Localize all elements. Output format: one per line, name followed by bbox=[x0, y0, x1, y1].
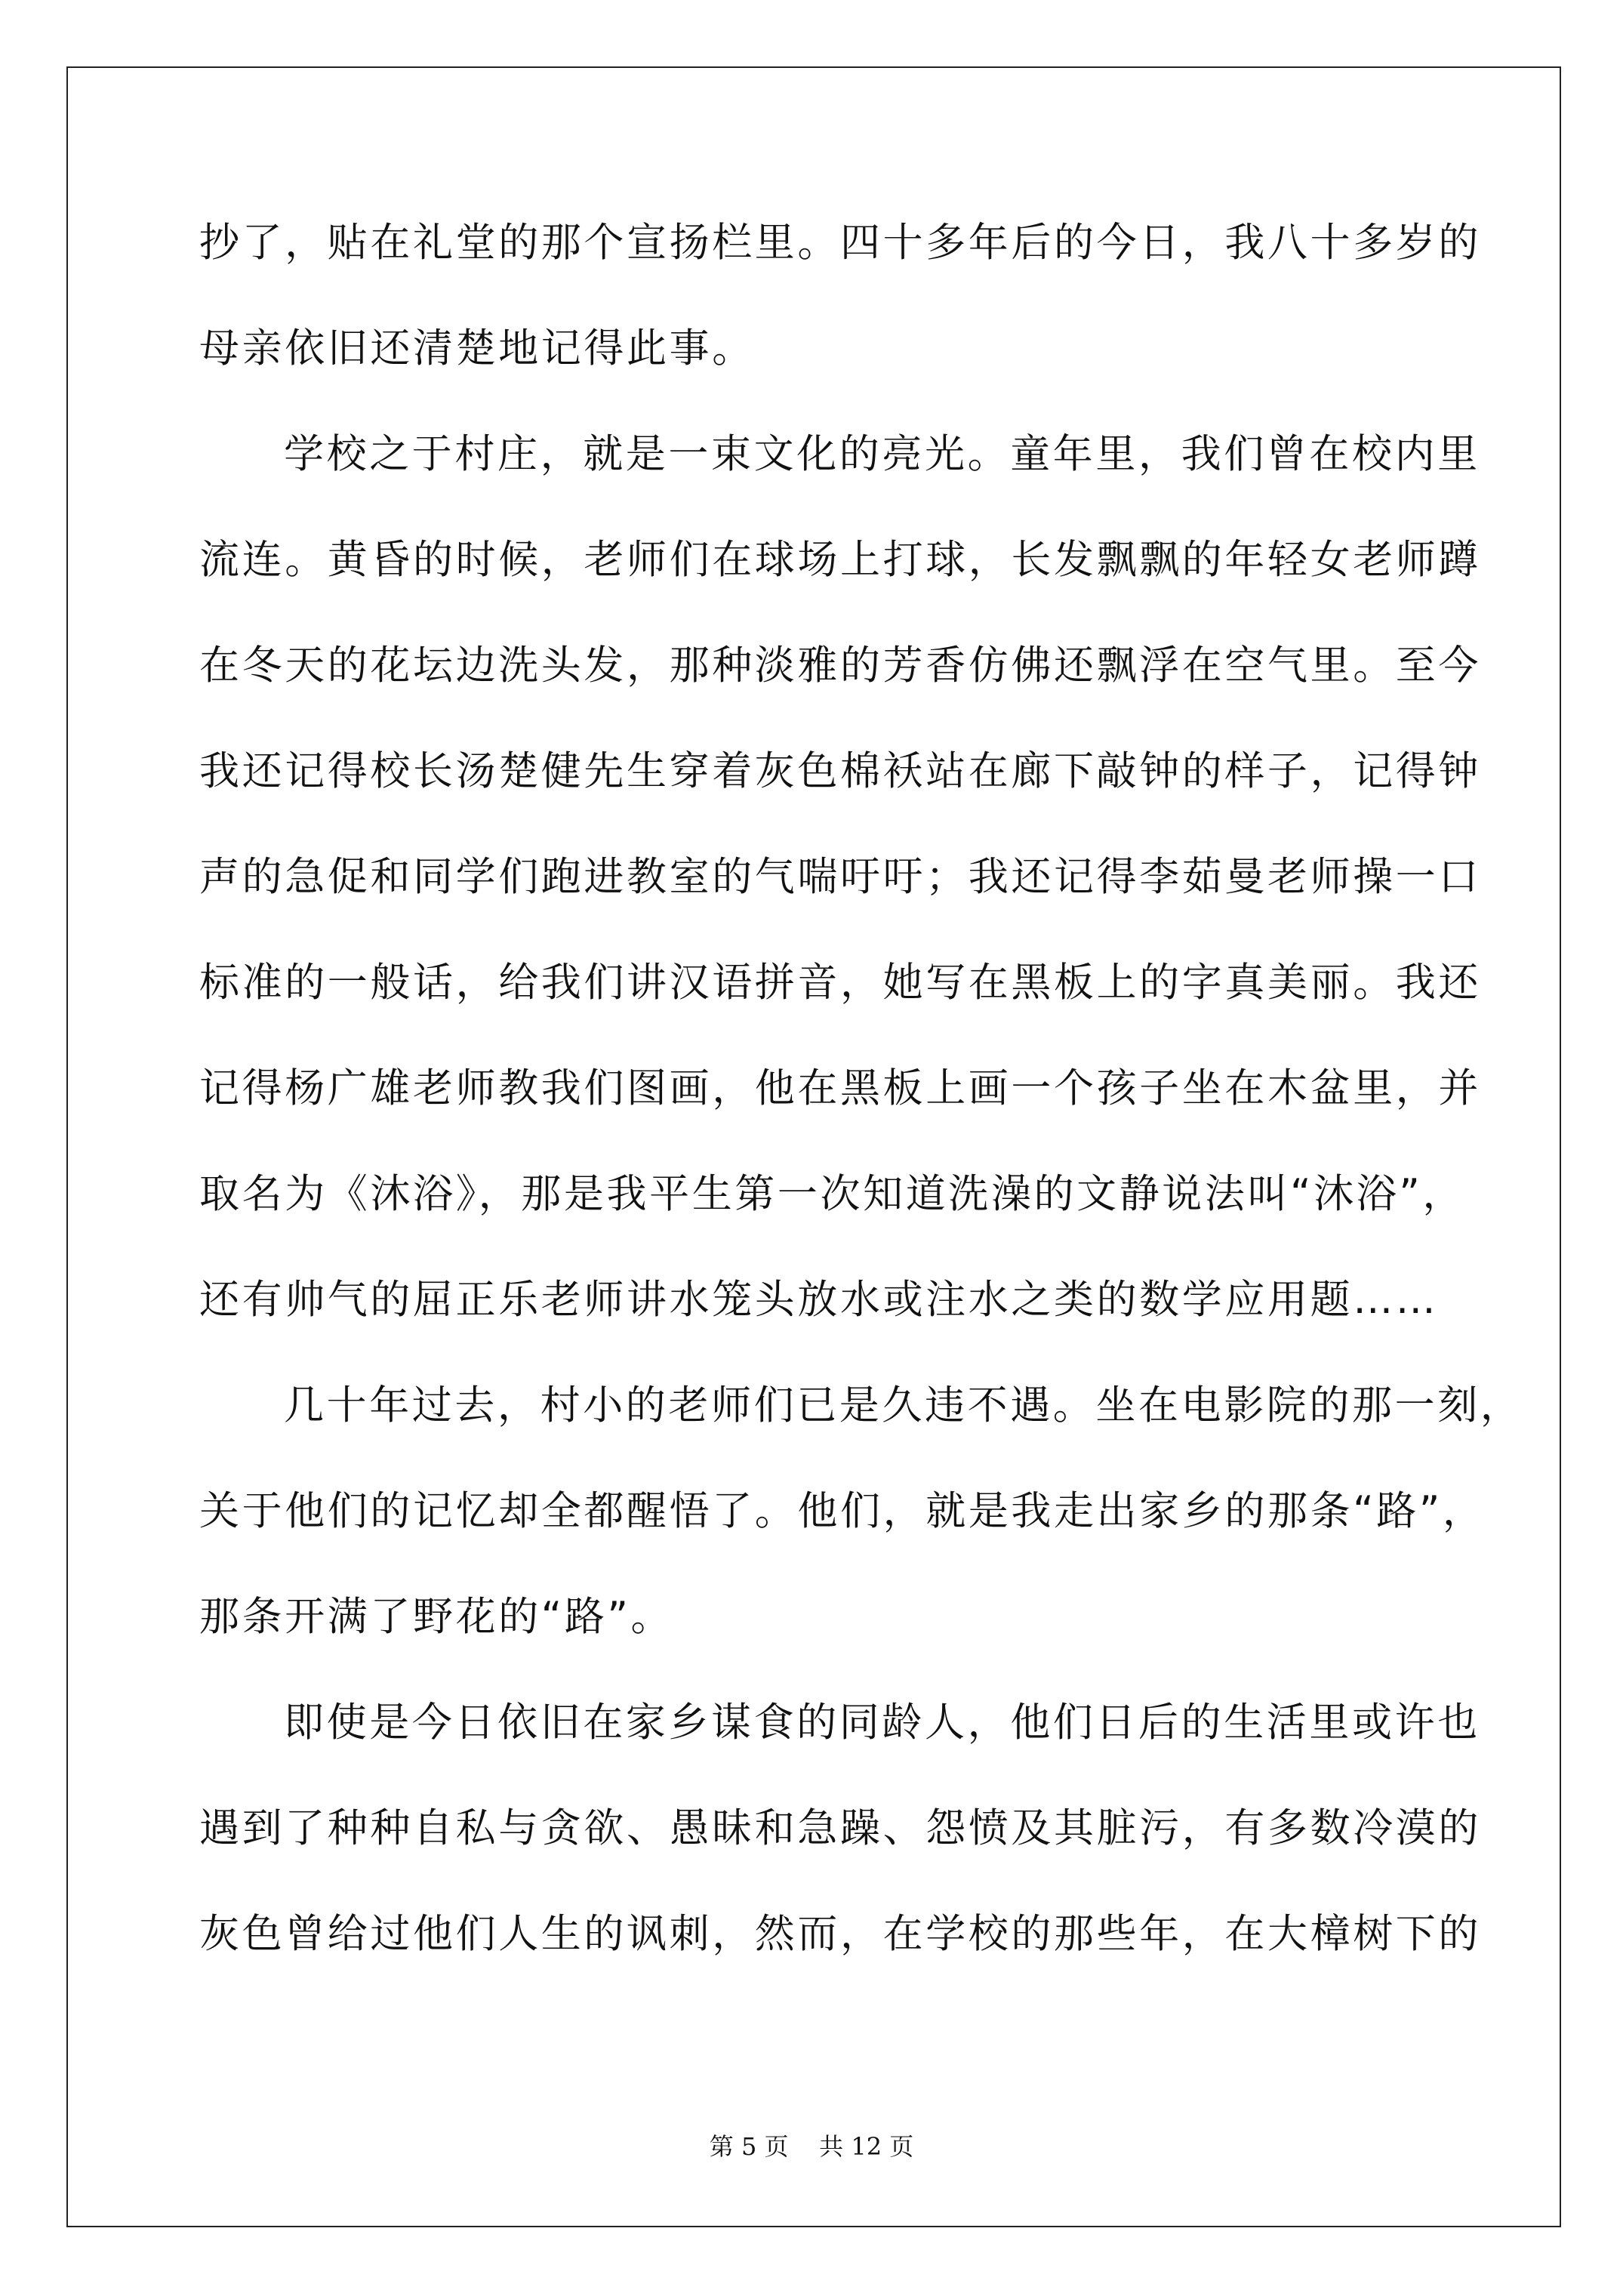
document-body bbox=[199, 220, 1523, 2017]
paragraph-start-line: 几十年过去，村小的老师们已是久违不遇。坐在电影院的那一刻， bbox=[284, 1382, 1523, 1428]
page-number-footer: 第 5 页 共 12 页 bbox=[709, 2132, 914, 2161]
text-line: 灰色曾给过他们人生的讽刺，然而，在学校的那些年，在大樟树下的 bbox=[199, 1911, 1481, 1957]
text-line: 声的急促和同学们跑进教室的气喘吁吁；我还记得李茹曼老师操一口 bbox=[199, 854, 1481, 900]
text-line: 记得杨广雄老师教我们图画，他在黑板上画一个孩子坐在木盆里，并 bbox=[199, 1065, 1481, 1111]
text-line: 遇到了种种自私与贪欲、愚昧和急躁、怨愤及其脏污，有多数冷漠的 bbox=[199, 1805, 1481, 1851]
paragraph-start-line: 学校之于村庄，就是一束文化的亮光。童年里，我们曾在校内里 bbox=[284, 431, 1480, 477]
text-line: 在冬天的花坛边洗头发，那种淡雅的芳香仿佛还飘浮在空气里。至今 bbox=[199, 643, 1481, 689]
text-line: 那条开满了野花的“路”。 bbox=[199, 1594, 674, 1640]
text-line: 流连。黄昏的时候，老师们在球场上打球，长发飘飘的年轻女老师蹲 bbox=[199, 537, 1481, 583]
text-line: 抄了，贴在礼堂的那个宣扬栏里。四十多年后的今日，我八十多岁的 bbox=[199, 220, 1481, 266]
text-line: 还有帅气的屈正乐老师讲水笼头放水或注水之类的数学应用题…… bbox=[199, 1277, 1439, 1323]
text-line: 母亲依旧还清楚地记得此事。 bbox=[199, 325, 755, 371]
text-line: 我还记得校长汤楚健先生穿着灰色棉袄站在廊下敲钟的样子，记得钟 bbox=[199, 748, 1481, 794]
paragraph-start-line: 即使是今日依旧在家乡谋食的同龄人，他们日后的生活里或许也 bbox=[284, 1700, 1480, 1746]
text-line: 标准的一般话，给我们讲汉语拼音，她写在黑板上的字真美丽。我还 bbox=[199, 960, 1481, 1006]
text-line: 关于他们的记忆却全都醒悟了。他们，就是我走出家乡的那条“路”， bbox=[199, 1488, 1486, 1534]
text-line: 取名为《沐浴》，那是我平生第一次知道洗澡的文静说法叫“沐浴”， bbox=[199, 1171, 1466, 1217]
